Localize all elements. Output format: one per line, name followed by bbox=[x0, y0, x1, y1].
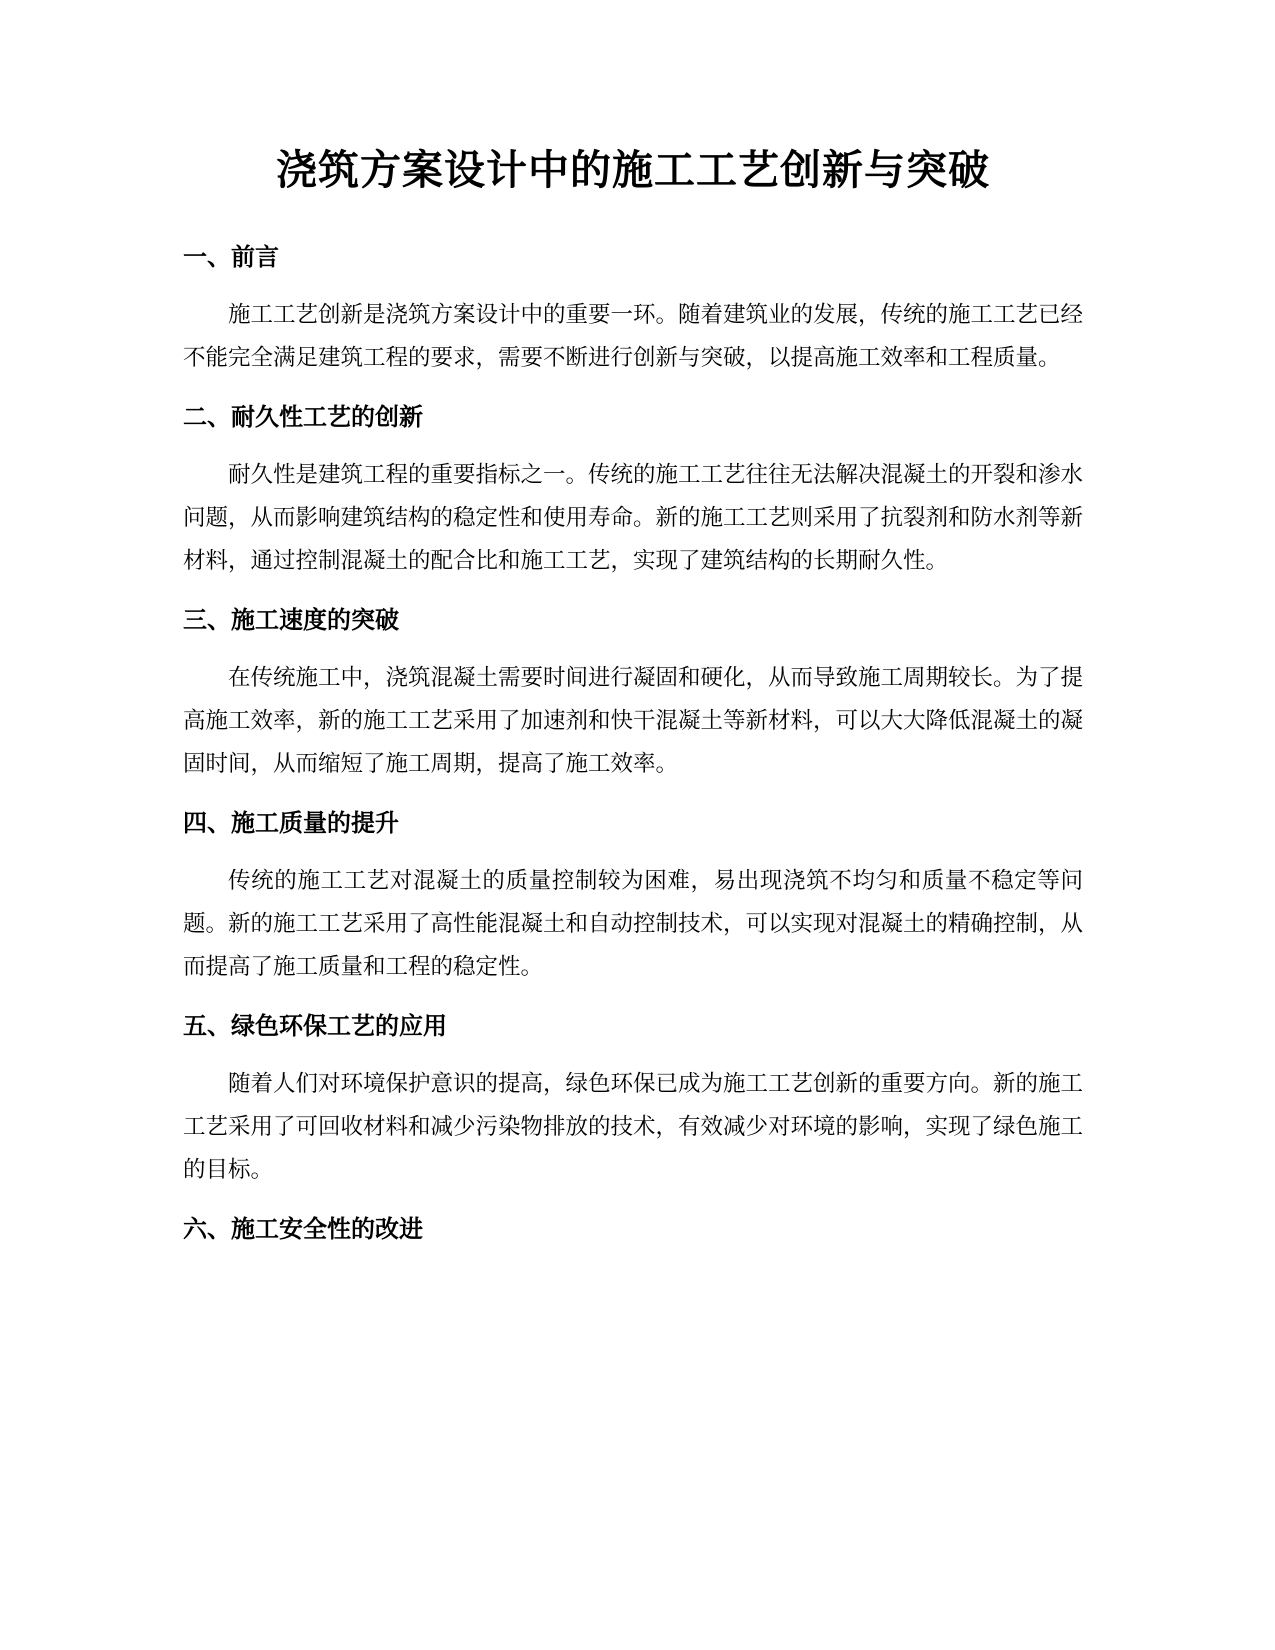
section-paragraph: 随着人们对环境保护意识的提高，绿色环保已成为施工工艺创新的重要方向。新的施工工艺采用了可回收材料和减少污染物排放的技术，有效减少对环境的影响，实现了绿色施工的目标。 bbox=[183, 1071, 1084, 1183]
section-paragraph: 耐久性是建筑工程的重要指标之一。传统的施工工艺往往无法解决混凝土的开裂和渗水问题，从而影响建筑结构的稳定性和使用寿命。新的施工工艺则采用了抗裂剂和防水剂等新材料，通过控制混凝土的配合比和施工工艺，实现了建筑结构的长期耐久性。 bbox=[183, 462, 1084, 574]
section-heading: 二、耐久性工艺的创新 bbox=[183, 403, 423, 431]
section-heading: 六、施工安全性的改进 bbox=[183, 1215, 423, 1243]
section-paragraph: 施工工艺创新是浇筑方案设计中的重要一环。随着建筑业的发展，传统的施工工艺已经不能完全满足建筑工程的要求，需要不断进行创新与突破，以提高施工效率和工程质量。 bbox=[183, 302, 1084, 371]
document-title: 浇筑方案设计中的施工工艺创新与突破 bbox=[276, 146, 990, 194]
section-heading: 三、施工速度的突破 bbox=[183, 606, 399, 634]
section-heading: 四、施工质量的提升 bbox=[183, 809, 399, 837]
section-heading: 五、绿色环保工艺的应用 bbox=[183, 1012, 447, 1040]
section-durability bbox=[183, 402, 1083, 583]
document-page bbox=[183, 140, 1083, 1266]
section-speed bbox=[183, 605, 1083, 786]
section-paragraph: 在传统施工中，浇筑混凝土需要时间进行凝固和硬化，从而导致施工周期较长。为了提高施工效率，新的施工工艺采用了加速剂和快干混凝土等新材料，可以大大降低混凝土的凝固时间，从而缩短了施工周期，提高了施工效率。 bbox=[183, 665, 1084, 777]
section-heading: 一、前言 bbox=[183, 243, 279, 271]
section-quality bbox=[183, 808, 1083, 989]
section-paragraph: 传统的施工工艺对混凝土的质量控制较为困难，易出现浇筑不均匀和质量不稳定等问题。新的施工工艺采用了高性能混凝土和自动控制技术，可以实现对混凝土的精确控制，从而提高了施工质量和工程的稳定性。 bbox=[183, 868, 1084, 980]
section-preface bbox=[183, 242, 1083, 380]
section-green bbox=[183, 1011, 1083, 1192]
section-safety bbox=[183, 1214, 1083, 1244]
